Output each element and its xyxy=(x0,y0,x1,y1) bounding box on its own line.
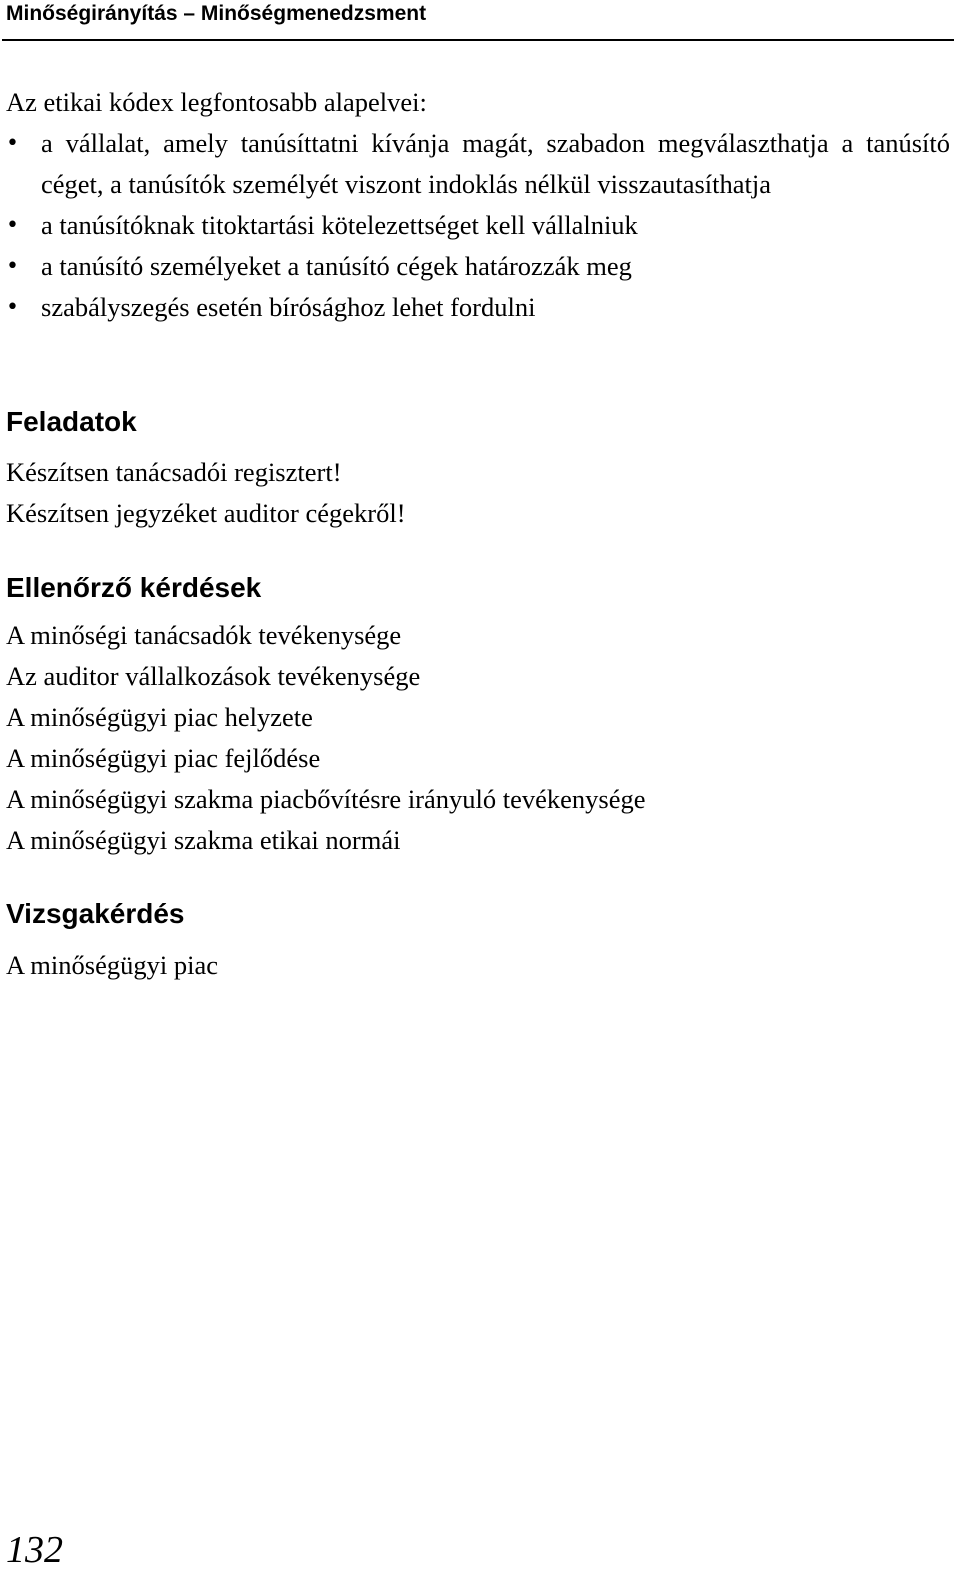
list-item: A minőségi tanácsadók tevékenysége xyxy=(6,620,402,650)
list-item-text: szabályszegés esetén bírósághoz lehet fordulni xyxy=(41,292,536,322)
list-item xyxy=(0,287,950,328)
list-item: A minőségügyi piac xyxy=(6,950,218,980)
list-item: A minőségügyi piac helyzete xyxy=(6,702,313,732)
list-item: Készítsen jegyzéket auditor cégekről! xyxy=(6,498,406,528)
list-item-text: a tanúsítóknak titoktartási kötelezettséget kell vállalniuk xyxy=(41,210,638,240)
list-item: Az auditor vállalkozások tevékenysége xyxy=(6,661,421,691)
principles-list xyxy=(0,123,960,328)
list-item: A minőségügyi szakma piacbővítésre irányuló tevékenysége xyxy=(6,784,646,814)
list-item xyxy=(0,205,950,246)
bullet-icon: • xyxy=(6,254,19,279)
list-item-text: a tanúsító személyeket a tanúsító cégek határozzák meg xyxy=(41,251,632,281)
tasks-heading: Feladatok xyxy=(6,406,137,437)
page-number: 132 xyxy=(6,1529,63,1571)
exam-question-heading: Vizsgakérdés xyxy=(6,898,185,929)
review-questions-list xyxy=(6,615,646,861)
bullet-icon: • xyxy=(6,213,19,238)
list-item-text: a vállalat, amely tanúsíttatni kívánja magát, szabadon megválaszthatja a tanúsító céget, a tanúsítók személyét viszont indoklás nélkül visszautasíthatja xyxy=(41,128,950,199)
bullet-icon: • xyxy=(6,131,19,156)
tasks-list xyxy=(6,452,406,534)
bullet-icon: • xyxy=(6,295,19,320)
list-item: Készítsen tanácsadói regisztert! xyxy=(6,457,342,487)
running-header: Minőségirányítás – Minőségmenedzsment xyxy=(6,2,427,25)
list-item: A minőségügyi szakma etikai normái xyxy=(6,825,401,855)
review-questions-heading: Ellenőrző kérdések xyxy=(6,572,262,603)
header-rule xyxy=(2,39,954,41)
intro-text: Az etikai kódex legfontosabb alapelvei: xyxy=(6,87,427,117)
list-item xyxy=(0,123,950,205)
exam-question-list xyxy=(6,945,218,986)
list-item: A minőségügyi piac fejlődése xyxy=(6,743,321,773)
list-item xyxy=(0,246,950,287)
